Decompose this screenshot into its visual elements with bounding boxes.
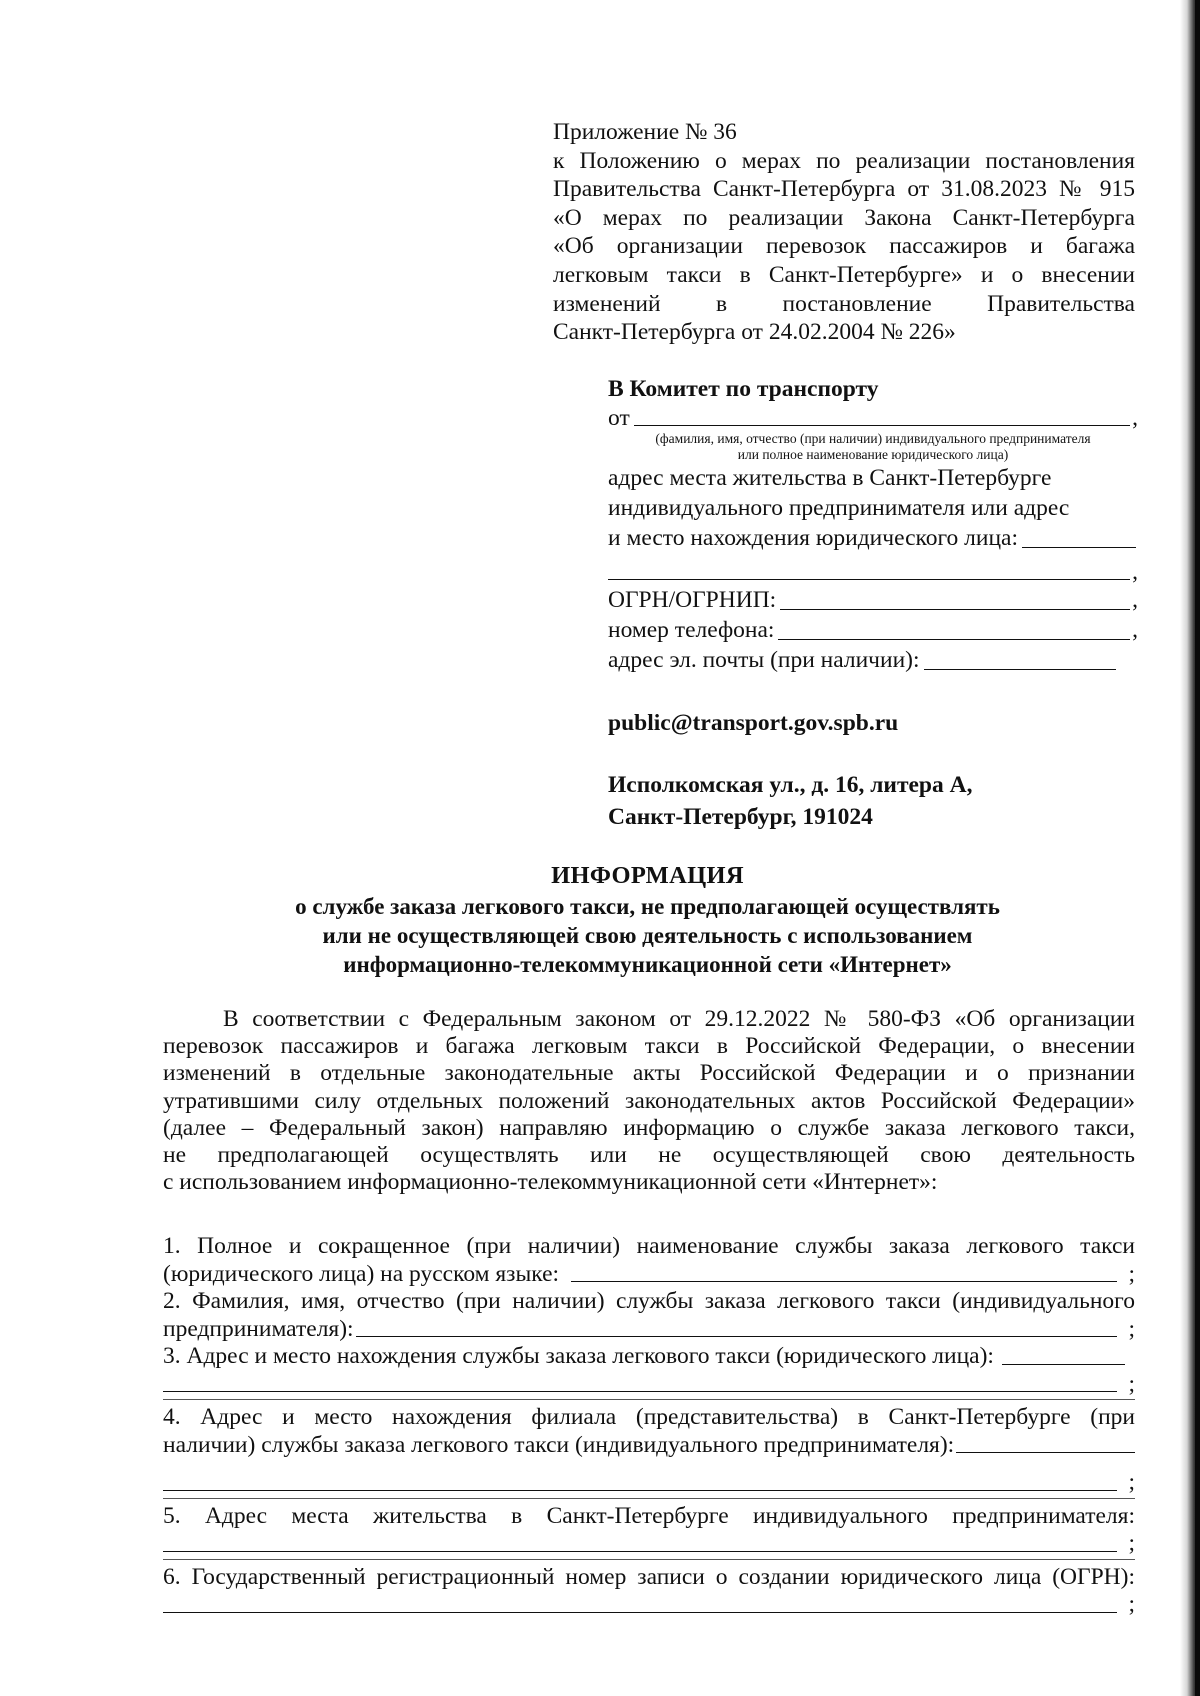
appendix-line: легковым такси в Санкт-Петербурге» и о внесении <box>553 261 1135 288</box>
item-2-row <box>163 1316 1135 1344</box>
from-label: от <box>608 405 630 431</box>
address-label: адрес места жительства в Санкт-Петербурге <box>608 465 1052 491</box>
semicolon: ; <box>1128 1370 1135 1397</box>
scan-edge-border <box>1195 0 1200 1696</box>
item-4-label: наличии) службы заказа легкового такси (индивидуального предпринимателя): <box>163 1431 955 1458</box>
address-row-2 <box>608 553 1138 585</box>
address-blank-field-2[interactable] <box>608 559 1130 580</box>
item-6-text: 6. Государственный регистрационный номер записи о создании юридического лица (ОГРН): <box>163 1563 1135 1590</box>
paragraph-line: (далее – Федеральный закон) направляю информацию о службе заказа легкового такси, <box>163 1114 1135 1141</box>
title-main: ИНФОРМАЦИЯ <box>551 862 744 889</box>
phone-row <box>608 615 1138 645</box>
ogrn-row <box>608 585 1138 615</box>
ogrn-blank-field[interactable] <box>780 589 1130 610</box>
from-blank-field[interactable] <box>634 405 1130 426</box>
semicolon: ; <box>1128 1315 1135 1342</box>
appendix-number: Приложение № 36 <box>553 119 737 145</box>
semicolon: ; <box>1128 1591 1135 1617</box>
title-sub: информационно-телекоммуникационной сети «Интернет» <box>343 952 952 977</box>
addressee-title: В Комитет по транспорту <box>608 376 879 402</box>
semicolon: ; <box>1128 1260 1135 1287</box>
email-label: адрес эл. почты (при наличии): <box>608 647 920 673</box>
appendix-line: изменений в постановление Правительства <box>553 290 1135 317</box>
item-6-row <box>163 1591 1135 1619</box>
email-row <box>608 645 1118 675</box>
semicolon: ; <box>1128 1530 1135 1556</box>
appendix-header <box>553 118 1135 347</box>
item-2-blank-field[interactable] <box>356 1318 1117 1337</box>
item-4-blank-field-2[interactable] <box>163 1472 1117 1491</box>
address-row <box>608 523 1138 553</box>
item-4-row-2 <box>163 1469 1135 1497</box>
semicolon: ; <box>1128 1469 1135 1495</box>
item-1-text: 1. Полное и сокращенное (при наличии) наименование службы заказа легкового такси <box>163 1233 1135 1259</box>
address-label: и место нахождения юридического лица: <box>608 525 1019 551</box>
from-hint: (фамилия, имя, отчество (при наличии) индивидуального предпринимателя <box>655 431 1091 446</box>
committee-street: Исполкомская ул., д. 16, литера А, <box>608 772 973 798</box>
item-4-text: 4. Адрес и место нахождения филиала (представительства) в Санкт-Петербурге (при <box>163 1404 1135 1430</box>
comma: , <box>1132 405 1138 431</box>
from-hint: или полное наименование юридического лица) <box>737 447 1009 462</box>
item-1-blank-field[interactable] <box>571 1263 1117 1282</box>
email-blank-field[interactable] <box>924 649 1116 670</box>
body-paragraph <box>163 1006 1135 1196</box>
comma: , <box>1132 587 1138 613</box>
from-row <box>608 405 1138 431</box>
address-blank-field[interactable] <box>1022 527 1136 548</box>
divider <box>163 1559 1135 1560</box>
paragraph-line: перевозок пассажиров и багажа легковым такси в Российской Федерации, о внесении <box>163 1033 1135 1060</box>
paragraph-line: утратившими силу отдельных положений законодательных актов Российской Федерации» <box>163 1087 1135 1114</box>
title-sub: или не осуществляющей свою деятельность с использованием <box>322 923 973 948</box>
comma: , <box>1132 559 1138 585</box>
item-6-blank-field[interactable] <box>163 1594 1117 1613</box>
item-4-blank-field[interactable] <box>956 1434 1135 1453</box>
item-3-row <box>163 1343 1135 1371</box>
item-2-text: 2. Фамилия, имя, отчество (при наличии) службы заказа легкового такси (индивидуального <box>163 1288 1135 1314</box>
phone-blank-field[interactable] <box>778 619 1130 640</box>
appendix-line: «Об организации перевозок пассажиров и багажа <box>553 233 1135 260</box>
item-3-row-2 <box>163 1371 1135 1399</box>
addressee-block <box>608 373 1138 833</box>
address-label: индивидуального предпринимателя или адрес <box>608 495 1070 521</box>
document-title <box>160 860 1135 979</box>
divider <box>163 1399 1135 1400</box>
paragraph-line: с использованием информационно-телекоммуникационной сети «Интернет»: <box>163 1169 938 1196</box>
item-5-text: 5. Адрес места жительства в Санкт-Петербурге индивидуального предпринимателя: <box>163 1502 1135 1529</box>
comma: , <box>1132 617 1138 643</box>
appendix-line: «О мерах по реализации Закона Санкт-Петербурга <box>553 204 1135 231</box>
paragraph-line: В соответствии с Федеральным законом от 29.12.2022 № 580-ФЗ «Об организации <box>223 1006 1135 1032</box>
item-1-row <box>163 1261 1135 1289</box>
item-5-blank-field[interactable] <box>163 1533 1117 1552</box>
item-3-text: 3. Адрес и место нахождения службы заказа легкового такси (юридического лица): <box>163 1343 994 1369</box>
item-5-row <box>163 1530 1135 1558</box>
appendix-line: к Положению о мерах по реализации постановления <box>553 147 1135 174</box>
committee-email: public@transport.gov.spb.ru <box>608 710 899 736</box>
appendix-line: Правительства Санкт-Петербурга от 31.08.2023 № 915 <box>553 176 1135 203</box>
paragraph-line: не предполагающей осуществлять или не осуществляющей свою деятельность <box>163 1142 1135 1169</box>
committee-city: Санкт-Петербург, 191024 <box>608 804 873 830</box>
form-items <box>163 1233 1135 1619</box>
divider <box>163 1498 1135 1499</box>
item-3-blank-field[interactable] <box>1002 1346 1125 1365</box>
item-1-label: (юридического лица) на русском языке: <box>163 1260 560 1287</box>
appendix-line: Санкт-Петербурга от 24.02.2004 № 226» <box>553 319 956 346</box>
paragraph-line: изменений в отдельные законодательные акты Российской Федерации и о признании <box>163 1060 1135 1087</box>
title-sub: о службе заказа легкового такси, не предполагающей осуществлять <box>295 894 1000 919</box>
ogrn-label: ОГРН/ОГРНИП: <box>608 587 777 613</box>
item-2-label: предпринимателя): <box>163 1315 354 1342</box>
item-4-row <box>163 1432 1135 1460</box>
item-3-blank-field-2[interactable] <box>163 1373 1117 1392</box>
phone-label: номер телефона: <box>608 617 775 643</box>
